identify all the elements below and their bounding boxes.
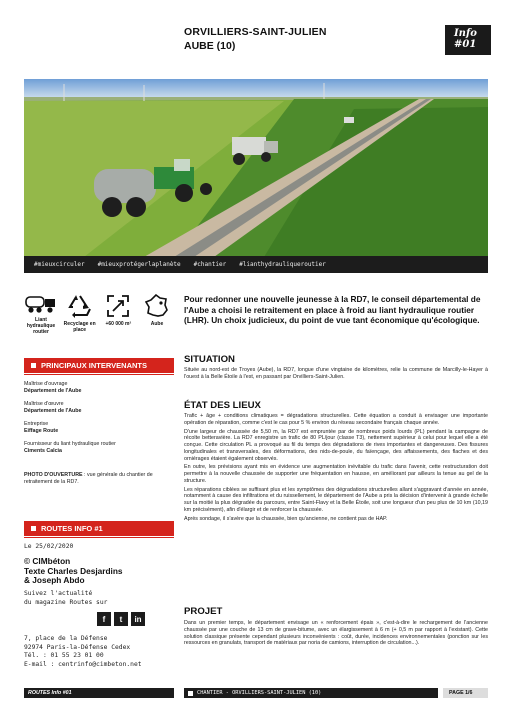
page-subtitle: AUBE (10) [184, 40, 236, 52]
hashtag[interactable]: #chantier [193, 261, 227, 268]
photo-caption: PHOTO D'OUVERTURE : vue générale du chantier de retraitement de la RD7. [24, 472, 153, 485]
info-badge: Info #01 [445, 25, 491, 55]
follow-text: Suivez l'actualité du magazine Routes sur [24, 590, 108, 606]
opening-photo [24, 79, 488, 257]
projet-text: Dans un premier temps, le département envisage un « renforcement épais », c'est-à-dire le rechargement de l'ancienne chaussée par une couche de 13 cm de grave-bitume, avec un élargissement à 6 m (+ 0,5 m par rapport à l'existant). Cette solution classique présente cependant plusieurs inconvénients : coût, durée, incidences environnementales (ponction sur les ressources en granulats, transport de matériaux par noria de camions, interruption de circulation...). [184, 620, 488, 647]
situation-text: Située au nord-est de Troyes (Aube), la RD7, longue d'une vingtaine de kilomètres, relie la commune de Marcilly-le-Hayer à l'ouest à la Belle Étoile à l'est, en passant par Orvilliers-Saint-Julien. [184, 367, 488, 380]
france-map-icon [145, 294, 169, 318]
page-number: PAGE 1/6 [443, 688, 488, 698]
key-figure: Liant hydraulique routier [24, 294, 58, 335]
heading-situation: SITUATION [184, 354, 235, 365]
square-icon [31, 526, 36, 531]
list-item: Maîtrise d'ouvrage Département de l'Aube [24, 381, 82, 394]
key-figure: Recyclage en place [63, 294, 97, 335]
divider [24, 374, 174, 375]
hashtag-bar [24, 256, 488, 273]
recycle-icon [67, 294, 93, 318]
list-item: Entreprise Eiffage Route [24, 421, 59, 434]
page-title: ORVILLIERS-SAINT-JULIEN [184, 26, 327, 38]
key-figures [24, 294, 174, 335]
hashtag[interactable]: #mieuxcirculer [34, 261, 85, 268]
social-links [97, 612, 145, 626]
intro-paragraph: Pour redonner une nouvelle jeunesse à la RD7, le conseil départemental de l'Aube a choisi le retraitement en place à froid au liant hydraulique routier (LHR). Un choix judicieux, du point de vue tant économique qu'écologique. [184, 294, 481, 326]
key-figure: +60 000 m² [101, 294, 135, 335]
publish-date: Le 25/02/2020 [24, 543, 74, 550]
square-icon [188, 691, 193, 696]
email-link[interactable]: E-mail : centrinfo@cimbeton.net [24, 660, 142, 668]
facebook-icon[interactable]: f [97, 612, 111, 626]
truck-icon [25, 294, 57, 314]
etat-text: Trafic + âge + conditions climatiques = dégradations structurelles. Cette équation a conduit à envisager une importante opération de réparation, comme c'est le cas pour 5 % environ du réseau secondaire français chaque année. D'une largeur de chaussée de 5,50 m, la RD7 est empruntée par de nombreux poids lourds (PL) pendant la campagne de récolte betteravière. La RD7 enregistre un trafic de 80 PL/jour (classe T3), nettement supérieur à celui pour lequel elle a été conçue. Cette circulation PL a provoqué au fil du temps des dégradations de rives importantes et dangereuses. Des fissures longitudinales et transversales, des déformations, des nids-de-poule, du faïençage, des affaissements, des flaches et des orniérages étaient également observés. En outre, les prévisions ayant mis en évidence une augmentation inévitable du trafic dans l'avenir, cette restructuration doit permettre à la nouvelle chaussée de supporter une fréquentation en hausse, en améliorant par ailleurs la tenue au gel de la structure. Les réparations ciblées se suffisant plus et les symptômes des dégradations structurelles allant s'aggravant d'année en année, notamment à cause des infiltrations et du ruissellement, le département de l'Aube a pris la décision d'intervenir à grande échelle sur la moitié la plus dégradée du parcours, entre Saint-Flavy et la Belle Étoile, soit une longueur d'un peu plus de 10 km (10,19 km précisément), afin d'élargir et de renforcer la chaussée. Après sondage, il s'avère que la chaussée, bien qu'ancienne, ne contient pas de HAP. [184, 413, 488, 522]
area-icon [106, 294, 130, 318]
section-header-intervenants: PRINCIPAUX INTERVENANTS [24, 358, 174, 373]
divider [24, 537, 174, 538]
header [184, 26, 327, 52]
intervenants-list [24, 381, 174, 461]
footer-section: CHANTIER - ORVILLIERS-SAINT-JULIEN (10) [184, 688, 438, 698]
contact-block: 7, place de la Défense 92974 Paris-la-Défense Cedex Tél. : 01 55 23 01 00 E-mail : centrinfo@cimbeton.net [24, 635, 142, 668]
twitter-icon[interactable]: t [114, 612, 128, 626]
credits: © CIMbéton Texte Charles Desjardins & Joseph Abdo [24, 556, 123, 585]
hashtag[interactable]: #lianthydrauliqueroutier [239, 261, 326, 268]
linkedin-icon[interactable]: in [131, 612, 145, 626]
section-header-routes-info: ROUTES INFO #1 [24, 521, 174, 536]
hashtag[interactable]: #mieuxprotégerlaplanète [97, 261, 181, 268]
key-figure: Aube [140, 294, 174, 335]
footer-publication: ROUTES Info #01 [24, 688, 174, 698]
heading-projet: PROJET [184, 606, 223, 617]
heading-etat: ÉTAT DES LIEUX [184, 400, 261, 411]
list-item: Fournisseur du liant hydraulique routier Ciments Calcia [24, 441, 116, 454]
square-icon [31, 363, 36, 368]
list-item: Maîtrise d'œuvre Département de l'Aube [24, 401, 82, 414]
